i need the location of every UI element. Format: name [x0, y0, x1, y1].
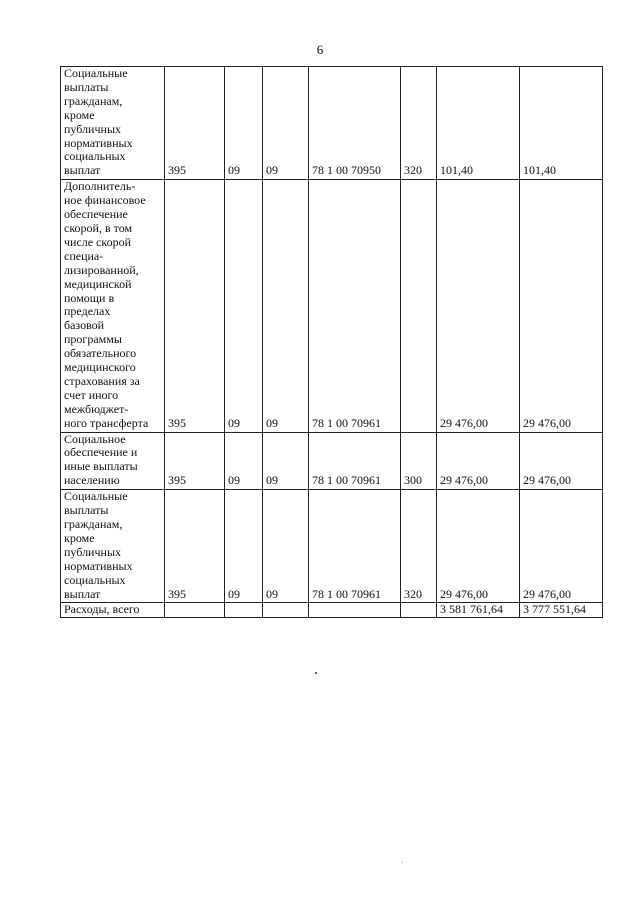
cell-vr: 320: [401, 490, 437, 603]
cell-rz: 09: [225, 490, 263, 603]
scan-dot: [315, 672, 317, 674]
cell-sum2: 29 476,00: [520, 432, 603, 490]
cell-sum1: 29 476,00: [437, 180, 520, 432]
cell-sum2: 29 476,00: [520, 180, 603, 432]
scan-speck: [402, 862, 403, 863]
cell-name: Социальное обеспечение и иные выплаты населению: [61, 432, 165, 490]
cell-ved: 395: [165, 67, 225, 180]
cell-sum1: 101,40: [437, 67, 520, 180]
total-empty-cell: [401, 603, 437, 618]
table-row: [61, 67, 603, 180]
page-number: 6: [316, 42, 324, 57]
cell-csr: 78 1 00 70961: [309, 490, 401, 603]
total-empty-cell: [225, 603, 263, 618]
cell-csr: 78 1 00 70950: [309, 67, 401, 180]
table-body: [61, 67, 603, 618]
cell-pr: 09: [263, 432, 309, 490]
total-empty-cell: [263, 603, 309, 618]
total-empty-cell: [165, 603, 225, 618]
cell-rz: 09: [225, 67, 263, 180]
total-row: [61, 603, 603, 618]
cell-sum1: 29 476,00: [437, 432, 520, 490]
cell-pr: 09: [263, 180, 309, 432]
cell-ved: 395: [165, 490, 225, 603]
table-row: [61, 180, 603, 432]
cell-vr: 320: [401, 67, 437, 180]
cell-ved: 395: [165, 180, 225, 432]
cell-csr: 78 1 00 70961: [309, 432, 401, 490]
total-sum1: 3 581 761,64: [437, 603, 520, 618]
cell-pr: 09: [263, 67, 309, 180]
cell-ved: 395: [165, 432, 225, 490]
cell-csr: 78 1 00 70961: [309, 180, 401, 432]
total-empty-cell: [309, 603, 401, 618]
cell-vr: [401, 180, 437, 432]
budget-table: [60, 66, 603, 618]
cell-vr: 300: [401, 432, 437, 490]
cell-name: Дополнитель- ное финансовое обеспечение скорой, в том числе скорой специа- лизированной, медицинской помощи в пределах базовой программы обязательного медицинского страхования за счет иного межбюджет- ного трансферта: [61, 180, 165, 432]
table-row: [61, 490, 603, 603]
cell-sum2: 101,40: [520, 67, 603, 180]
cell-name: Социальные выплаты гражданам, кроме публичных нормативных социальных выплат: [61, 67, 165, 180]
table-row: [61, 432, 603, 490]
cell-rz: 09: [225, 180, 263, 432]
cell-rz: 09: [225, 432, 263, 490]
total-name: Расходы, всего: [61, 603, 165, 618]
cell-name: Социальные выплаты гражданам, кроме публичных нормативных социальных выплат: [61, 490, 165, 603]
total-sum2: 3 777 551,64: [520, 603, 603, 618]
cell-sum2: 29 476,00: [520, 490, 603, 603]
cell-pr: 09: [263, 490, 309, 603]
cell-sum1: 29 476,00: [437, 490, 520, 603]
